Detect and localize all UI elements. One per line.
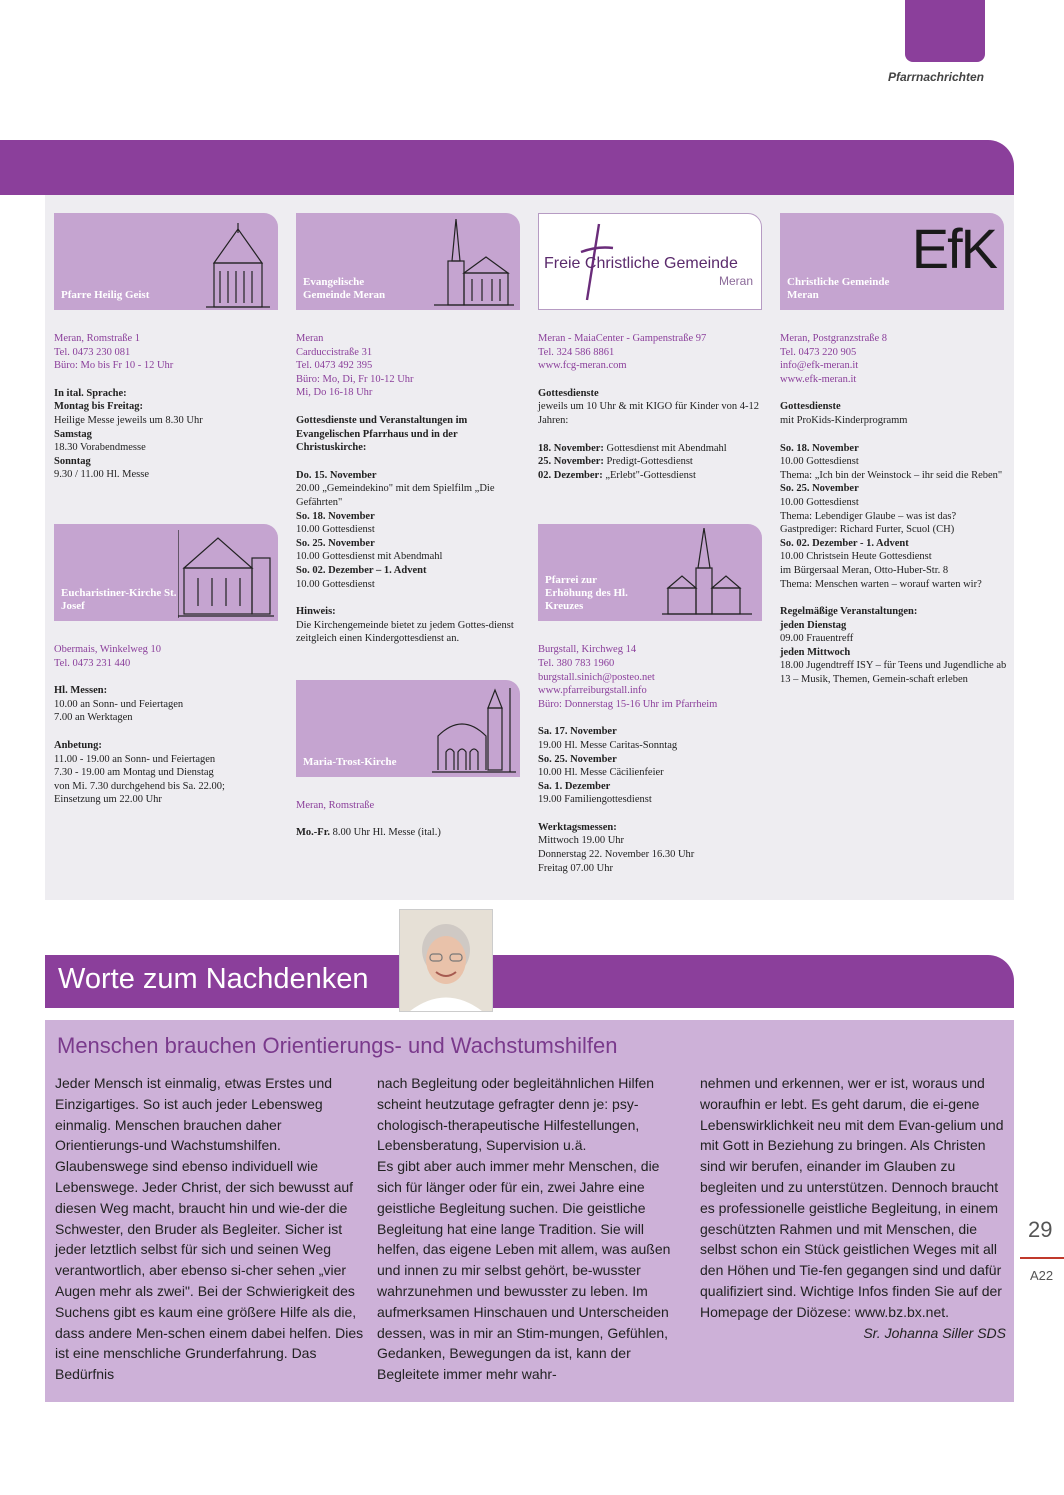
line: 10.00 Gottesdienst bbox=[780, 456, 859, 468]
label: Regelmäßige Veranstaltungen: bbox=[780, 606, 918, 618]
phone: Tel. 324 586 8861 bbox=[538, 346, 615, 358]
address: Burgstall, Kirchweg 14 bbox=[538, 644, 637, 656]
page-code: A22 bbox=[1030, 1268, 1054, 1283]
line: von Mi. 7.30 durchgehend bis Sa. 22.00; bbox=[54, 780, 225, 792]
address: Obermais, Winkelweg 10 bbox=[54, 643, 161, 655]
line: 10.00 Gottesdienst bbox=[296, 524, 375, 536]
line: Thema: Lebendiger Glaube – was ist das? bbox=[780, 510, 957, 522]
label: Hl. Messen: bbox=[54, 685, 108, 697]
line: 20.00 „Gemeindekino" mit dem Spielfilm „Die Gefährten" bbox=[296, 483, 495, 508]
logo-subtitle: Meran bbox=[718, 274, 753, 288]
label: 18. November: bbox=[538, 442, 604, 454]
address: Meran, Postgranzstraße 8 bbox=[780, 333, 888, 344]
line: 19.00 Hl. Messe Caritas-Sonntag bbox=[538, 739, 678, 751]
purple-band bbox=[0, 140, 1014, 195]
line: mit ProKids-Kinderprogramm bbox=[780, 414, 908, 426]
label: jeden Dienstag bbox=[780, 619, 847, 631]
header-tab bbox=[905, 0, 985, 62]
article-column-3 bbox=[700, 1073, 1006, 1343]
line: im Bürgersaal Meran, Otto-Huber-Str. 8 bbox=[780, 564, 949, 576]
office-hours: Büro: Donnerstag 15-16 Uhr im Pfarrheim bbox=[538, 698, 718, 710]
card-maria-trost-kirche bbox=[296, 680, 520, 777]
label: So. 18. November bbox=[296, 510, 375, 522]
label: So. 25. November bbox=[780, 483, 859, 495]
label: So. 02. Dezember – 1. Advent bbox=[296, 564, 427, 576]
line: jeweils um 10 Uhr & mit KIGO für Kinder von 4-12 Jahren: bbox=[538, 401, 760, 426]
line: 10.00 Hl. Messe Cäcilienfeier bbox=[538, 767, 664, 779]
label: So. 25. November bbox=[538, 753, 617, 765]
line: 10.00 an Sonn- und Feiertagen bbox=[54, 698, 184, 710]
line: Thema: Menschen warten – worauf warten wir? bbox=[780, 578, 982, 590]
line: 10.00 Gottesdienst bbox=[296, 578, 375, 590]
portrait-icon bbox=[400, 910, 492, 1011]
author-photo bbox=[399, 909, 493, 1012]
page-divider bbox=[1020, 1257, 1064, 1259]
card-christliche-gemeinde bbox=[780, 213, 1004, 310]
line: Einsetzung um 22.00 Uhr bbox=[54, 794, 162, 806]
church-drawing-icon bbox=[432, 686, 516, 776]
paragraph: nehmen und erkennen, wer er ist, woraus und woraufhin er lebt. Es geht darum, die ei-gene Lebenswirklichkeit neu mit dem Evan-gelium und mit Gott in Beziehung zu bringen. Als Christen sind wir berufen, einander im Glauben zu begleiten und zu unterstützen. Dennoch braucht es professionelle geistliche Begleitung, in einem geschützten Rahmen und mit Menschen, die selbst schon ein Stück geistlichen Weges mit all den Höhen und Tie-fen gegangen sind und dafür qualifiziert sind. Wichtige Infos finden Sie auf der Homepage der Diözese: www.bz.bx.net. bbox=[700, 1075, 1004, 1320]
parish-name: Eucharistiner-Kirche St. Josef bbox=[61, 586, 177, 612]
phone: Tel. 0473 220 905 bbox=[780, 346, 857, 358]
card-freie-christliche-gemeinde bbox=[538, 213, 762, 310]
line: 10.00 Christsein Heute Gottesdienst bbox=[780, 551, 932, 563]
article-section-title: Worte zum Nachdenken bbox=[58, 963, 369, 995]
label: Gottesdienste und Veranstaltungen im Evangelischen Pfarrhaus und in der Christuskirche: bbox=[296, 414, 468, 454]
line: 9.30 / 11.00 Hl. Messe bbox=[54, 469, 149, 481]
logo-title: Freie Christliche Gemeinde bbox=[544, 255, 738, 272]
line: 10.00 Gottesdienst bbox=[780, 496, 859, 508]
label: Montag bis Freitag: bbox=[54, 401, 144, 413]
parish-name: Christliche Gemeinde Meran bbox=[787, 276, 890, 301]
label: Hinweis: bbox=[296, 606, 336, 618]
label: Samstag bbox=[54, 428, 92, 440]
phone: Tel. 0473 492 395 bbox=[296, 360, 373, 372]
line: Freitag 07.00 Uhr bbox=[538, 862, 613, 874]
line: Thema: „Ich bin der Weinstock – ihr seid die Reben" bbox=[780, 469, 1003, 481]
label: In ital. Sprache: bbox=[54, 387, 127, 399]
label: Gottesdienste bbox=[780, 401, 841, 413]
label: Gottesdienste bbox=[538, 387, 599, 399]
section-label: Pfarrnachrichten bbox=[887, 70, 984, 84]
article-column-2 bbox=[377, 1073, 687, 1385]
label: Werktagsmessen: bbox=[538, 821, 617, 833]
label: 25. November: bbox=[538, 456, 604, 468]
article-title: Menschen brauchen Orientierungs- und Wachstumshilfen bbox=[57, 1033, 618, 1058]
address: Meran, Romstraße bbox=[296, 799, 375, 811]
label: Sa. 17. November bbox=[538, 726, 617, 738]
page-number: 29 bbox=[1028, 1217, 1053, 1242]
street: Carduccistraße 31 bbox=[296, 346, 373, 358]
signature: Sr. Johanna Siller SDS bbox=[863, 1324, 1006, 1341]
column-4 bbox=[780, 213, 1008, 687]
parish-name: Pfarre Heilig Geist bbox=[61, 289, 150, 301]
church-drawing-icon bbox=[178, 528, 274, 620]
column-3 bbox=[538, 213, 766, 875]
email: info@efk-meran.it bbox=[780, 360, 859, 372]
line: Gastprediger: Richard Furter, Scuol (CH) bbox=[780, 524, 955, 536]
website: www.fcg-meran.com bbox=[538, 360, 627, 372]
line: Heilige Messe jeweils um 8.30 Uhr bbox=[54, 414, 203, 426]
parish-name: Pfarrei zur Erhöhung des Hl. Kreuzes bbox=[545, 574, 628, 613]
church-drawing-icon bbox=[206, 223, 270, 309]
office-hours: Büro: Mo, Di, Fr 10-12 Uhr bbox=[296, 373, 414, 385]
phone: Tel. 0473 231 440 bbox=[54, 657, 131, 669]
paragraph: Es gibt aber auch immer mehr Menschen, die sich für länger oder für ein, zwei Jahre eine geistliche Begleitung suchen. Die geistliche Begleitung hat eine lange Tradition. Sie will helfen, das eigene Leben mit allem, was außen und innen zu mir selbst gehört, be-wusster wahrzunehmen und bewusster zu leben. Im aufmerksamen Hinschauen und Unterscheiden dessen, was in mir an Stim-mungen, Gefühlen, Gedanken, Bewegungen da ist, kann der Begleitete immer mehr wahr- bbox=[377, 1158, 671, 1383]
line: Gottesdienst mit Abendmahl bbox=[603, 442, 727, 454]
label: 02. Dezember: bbox=[538, 469, 603, 481]
paragraph: nach Begleitung oder begleitähnlichen Hilfen scheint heutzutage gefragter denn je: psy-chologisch-therapeutische Hilfestellungen, Lebensberatung, Supervision u.ä. bbox=[377, 1075, 655, 1154]
line: Die Kirchengemeinde bietet zu jedem Gottes-dienst zeitgleich einen Kindergottesdienst an. bbox=[296, 619, 514, 645]
card-evangelische-gemeinde bbox=[296, 213, 520, 310]
line: 7.30 - 19.00 am Montag und Dienstag bbox=[54, 767, 214, 779]
church-drawing-icon bbox=[434, 217, 514, 309]
label: Anbetung: bbox=[54, 739, 102, 751]
card-pfarre-heilig-geist bbox=[54, 213, 278, 310]
email: burgstall.sinich@posteo.net bbox=[538, 671, 655, 683]
church-drawing-icon bbox=[662, 528, 752, 620]
office-hours: Büro: Mo bis Fr 10 - 12 Uhr bbox=[54, 360, 174, 372]
parish-name: Maria-Trost-Kirche bbox=[303, 755, 397, 768]
parish-name: Evangelische Gemeinde Meran bbox=[303, 276, 386, 301]
label: So. 18. November bbox=[780, 442, 859, 454]
address: Meran bbox=[296, 333, 324, 344]
line: „Erlebt"-Gottesdienst bbox=[602, 469, 696, 481]
label: So. 02. Dezember - 1. Advent bbox=[780, 537, 909, 549]
label: Sa. 1. Dezember bbox=[538, 780, 611, 792]
line: Donnerstag 22. November 16.30 Uhr bbox=[538, 849, 695, 861]
label: So. 25. November bbox=[296, 537, 375, 549]
column-2 bbox=[296, 213, 522, 840]
article-column-1 bbox=[55, 1073, 365, 1385]
line: 7.00 an Werktagen bbox=[54, 712, 133, 724]
paragraph: Jeder Mensch ist einmalig, etwas Erstes und Einzigartiges. So ist auch jeder Lebensweg einmalig. Menschen brauchen daher Orientierungs-und Wachstumshilfen. Glaubenswege sind ebenso individuell wie Lebenswege. Jeder Christ, der sich bewusst auf diesen Weg macht, braucht hin und wie-der die Schwester, den Bruder als Begleiter. Sicher ist jeder letztlich selbst für sich und seinen Weg verantwortlich, aber ebenso si-cher sehen „vier Augen mehr als zwei". Bei der Schwierigkeit des Suchens gibt es kaum eine größere Hilfe als die, dass andere Men-schen einem dabei helfen. Dies ist eine menschliche Grunderfahrung. Das Bedürfnis bbox=[55, 1075, 364, 1383]
website: www.pfarreiburgstall.info bbox=[538, 685, 647, 697]
phone: Tel. 0473 230 081 bbox=[54, 346, 131, 358]
label: Sonntag bbox=[54, 455, 91, 467]
address: Meran, Romstraße 1 bbox=[54, 333, 141, 344]
line: 18.00 Jugendtreff ISY – für Teens und Jugendliche ab 13 – Musik, Themen, Gemein-schaft erleben bbox=[780, 660, 1007, 686]
website: www.efk-meran.it bbox=[780, 373, 857, 385]
column-1 bbox=[54, 213, 286, 807]
label: jeden Mittwoch bbox=[780, 646, 851, 658]
line: Mittwoch 19.00 Uhr bbox=[538, 835, 625, 847]
line: 11.00 - 19.00 an Sonn- und Feiertagen bbox=[54, 753, 216, 765]
line: 18.30 Vorabendmesse bbox=[54, 442, 146, 454]
phone: Tel. 380 783 1960 bbox=[538, 657, 615, 669]
label: Mo.-Fr. bbox=[296, 827, 331, 839]
line: 19.00 Familiengottesdienst bbox=[538, 794, 652, 806]
efk-logo: EfK bbox=[911, 217, 996, 280]
card-pfarrei-burgstall bbox=[538, 524, 762, 621]
line: 8.00 Uhr Hl. Messe (ital.) bbox=[330, 827, 441, 839]
office-hours: Mi, Do 16-18 Uhr bbox=[296, 387, 373, 399]
address: Meran - MaiaCenter - Gampenstraße 97 bbox=[538, 333, 707, 344]
line: 10.00 Gottesdienst mit Abendmahl bbox=[296, 551, 443, 563]
label: Do. 15. November bbox=[296, 469, 377, 481]
line: Predigt-Gottesdienst bbox=[603, 456, 693, 468]
line: 09.00 Frauentreff bbox=[780, 633, 854, 645]
card-eucharistiner-kirche bbox=[54, 524, 278, 621]
